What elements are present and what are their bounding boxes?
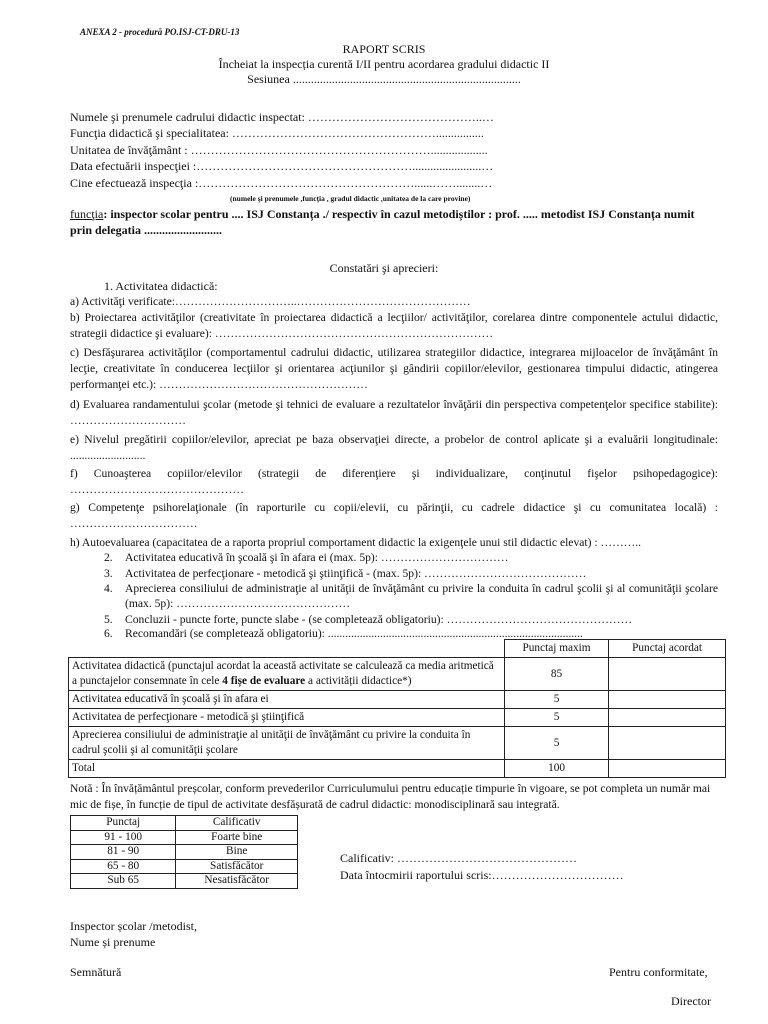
semnatura-label: Semnătură [70,965,122,979]
row-acordat[interactable] [609,691,726,709]
paragraph-e: e) Nivelul pregătirii copiilor/elevilor, apreciat pe baza observaţiei directe, a probelor de control aplicate şi a evaluării longitudinale: .......................... [70,433,718,462]
grading-header-punctaj: Punctaj [71,816,176,831]
inspector-label: Inspector școlar /metodist, [70,919,197,933]
row-max: 85 [504,658,608,691]
row-acordat[interactable] [609,658,726,691]
table-row-total [69,760,726,778]
field-school: Unitatea de învăţământ : ……………………………………………………................... [70,142,488,157]
functia-text: : inspector scolar pentru .... ISJ Constanța ./ respectiv în cazul metodiștilor : prof. ..... metodist ISJ Constanța numit prin delegatia .......................... [70,207,695,237]
grading-row: 91 - 100 Foarte bine [71,830,298,845]
row-max: 5 [504,709,608,727]
subitem-6: 6. Recomandări (se completează obligatoriu): ........................................................................................ [104,627,583,640]
paragraph-c: c) Desfăşurarea activităţilor (comportamentul cadrului didactic, utilizarea strategiilor didactice, integrarea mijloacelor de învăţământ în lecţie, creativitate în conducerea lecţiilor şi orientarea acţiunilor şi gândirii copiilor/elevilor, gestionarea timpului didactic, atingerea performanţei etc.): ……………………………………………… [70,346,718,391]
functia-line [70,207,718,238]
field-date: Data efectuării inspecţiei :……………………………………………….......................… [70,159,494,174]
row-acordat[interactable] [609,727,726,760]
session-line: Sesiunea ............................................................................ [247,72,521,86]
section-title: Constatări şi aprecieri: [329,261,439,275]
calificativ-field: Calificativ: ……………………………………… [340,851,577,865]
annex-reference: ANEXA 2 - procedură PO.ISJ-CT-DRU-13 [80,27,240,37]
subitem-3: 3. Activitatea de perfecţionare - metodică şi ştiinţifică - (max. 5p): …………………………………… [104,567,587,580]
fields-note: (numele şi prenumele ,funcţia , gradul didactic ,unitatea de la care provine) [230,194,471,203]
data-intocmirii-field: Data întocmirii raportului scris:…………………………… [340,868,624,882]
paragraph-h: h) Autoevaluarea (capacitatea de a raporta propriul comportament didactic la exigenţele unui stil didactic elevat) : ……….. [70,536,642,549]
row-label: Aprecierea consiliului de administraţie al unităţii de învăţământ cu privire la conduita în cadrul şcolii şi al comunităţii şcolare [69,727,505,760]
grading-header-calificativ: Calificativ [176,816,298,831]
row-label: Activitatea educativă în şcoală şi în afara ei [69,691,505,709]
paragraph-g: g) Competenţe psihorelaţionale (în raporturile cu copii/elevii, cu părinţii, cu cadrele didactice şi cu comunitatea locală) : …………………………… [70,501,718,530]
paragraph-f: f) Cunoaşterea copiilor/elevilor (strategii de diferenţiere şi individualizare, conţinutul fişelor psihopedagogice): ……………………………………… [70,467,718,496]
report-subtitle: Încheiat la inspecția curentă I/II pentru acordarea gradului didactic II [218,57,550,71]
col-header-max: Punctaj maxim [504,640,608,658]
table-row [69,691,726,709]
conformitate-label: Pentru conformitate, [609,965,708,979]
col-header-acordat: Punctaj acordat [609,640,726,658]
director-label: Director [671,994,711,1008]
row-label: Activitatea didactică (punctajul acordat la această activitate se calculează ca media aritmetică a punctajelor consemnate în cele 4 fișe de evaluare a activității didactice*) [69,658,505,691]
field-inspector: Cine efectuează inspecţia :………………………………………………......……........… [70,175,493,190]
scoring-table [68,639,726,778]
row-max: 100 [504,760,608,778]
identification-fields [70,109,494,191]
subitem-4: 4. Aprecierea consiliului de administraţie al unităţii de învăţământ cu privire la conduita în cadrul şcolii şi al comunităţii şcolare (max. 5p): ……………………………………… [104,582,718,611]
row-max: 5 [504,727,608,760]
nota: Notă : În învățământul preșcolar, conform prevederilor Curriculumului pentru educație timpurie în vigoare, se pot completa un număr mai mic de fișe, în funcție de tipul de activitate desfășurată de cadrul didactic: monodisciplinară sau integrată. [70,782,711,811]
paragraph-a: a) Activităţi verificate:…………………………..……………………………………… [70,295,471,308]
grading-table [70,815,298,889]
functia-label: funcţia [70,207,104,221]
row-acordat[interactable] [609,709,726,727]
report-title: RAPORT SCRIS [342,42,426,56]
item-activitatea-didactica: 1. Activitatea didactică: [104,279,218,293]
paragraph-d: d) Evaluarea randamentului şcolar (metode şi tehnici de evaluare a rezultatelor învăţării din perspectiva competenţelor specifice stabilite): ………………………… [70,398,718,427]
table-row [69,727,726,760]
table-corner [69,640,505,658]
nume-label: Nume și prenume [70,935,156,949]
row-acordat[interactable] [609,760,726,778]
row-label: Total [69,760,505,778]
subitem-5: 5. Concluzii - puncte forte, puncte slabe - (se completează obligatoriu): ………………………………………… [104,613,633,626]
row-label: Activitatea de perfecţionare - metodică şi ştiinţifică [69,709,505,727]
grading-row: Sub 65 Nesatisfăcător [71,874,298,889]
row-max: 5 [504,691,608,709]
field-name: Numele şi prenumele cadrului didactic inspectat: ……………………………………..… [70,110,494,124]
table-row [69,658,726,691]
field-function: Funcţia didactică şi specialitatea: ……………………………………………................ [70,126,484,141]
paragraph-b: b) Proiectarea activităţilor (creativitate în proiectarea didactică a lecţiilor/ activităţilor, corelarea dintre componentele actului didactic, strategii didactice şi evaluare): ……………………………………………………………… [70,311,718,340]
grading-row: 65 - 80 Satisfăcător [71,859,298,874]
grading-row: 81 - 90 Bine [71,845,298,860]
subitem-2: 2. Activitatea educativă în şcoală şi în afara ei (max. 5p): …………………………… [104,551,509,564]
table-row [69,709,726,727]
